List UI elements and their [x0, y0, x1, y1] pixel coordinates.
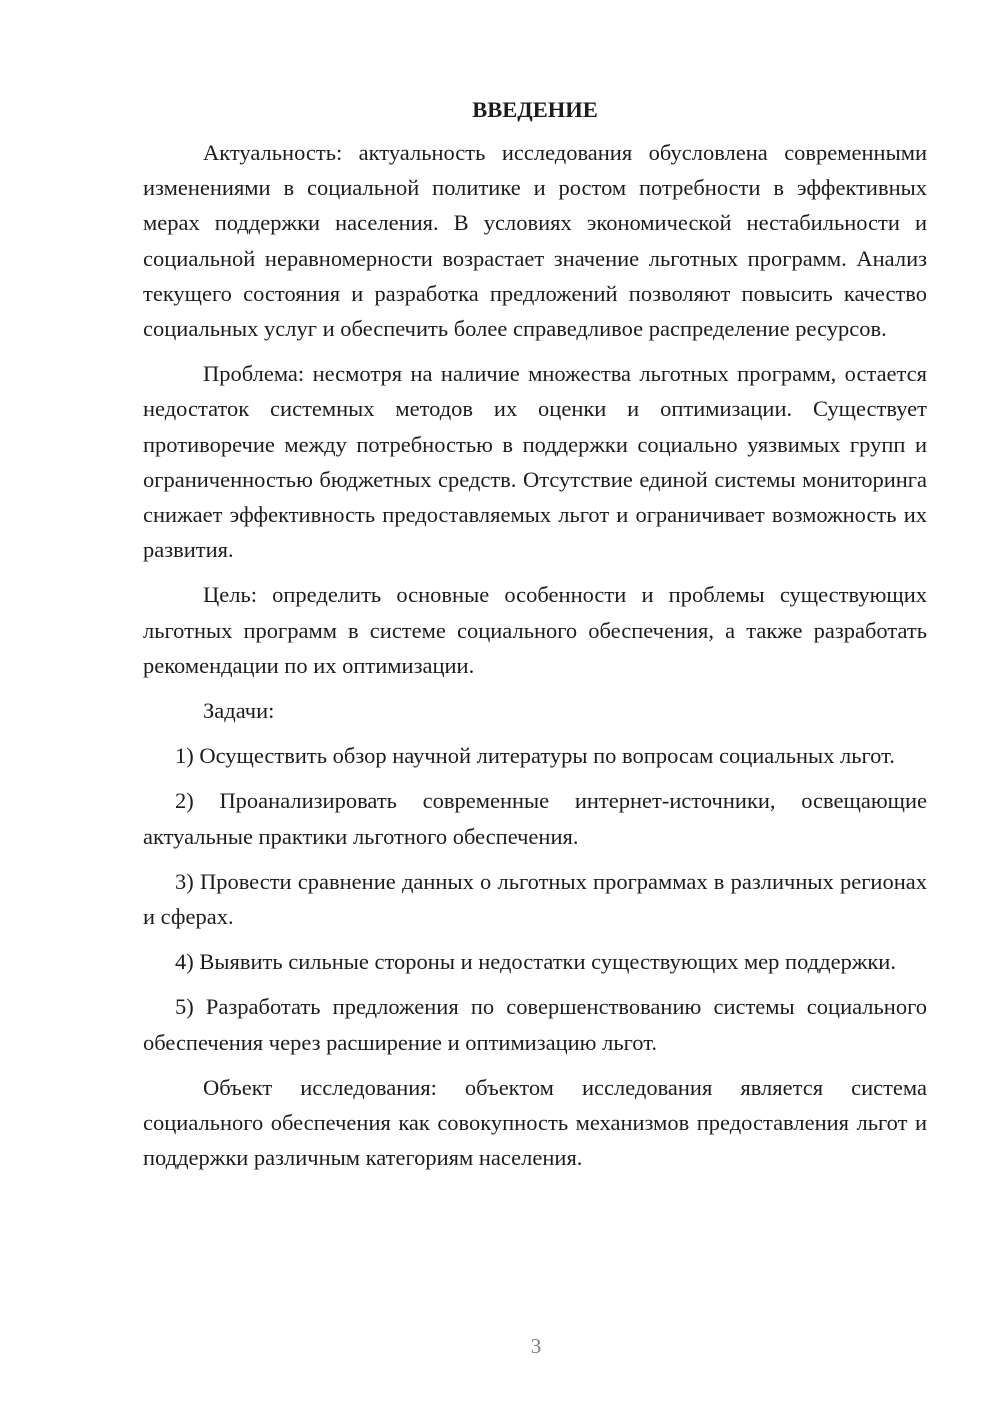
problem-paragraph: Проблема: несмотря на наличие множества льготных программ, остается недостаток системных методов их оценки и оптимизации. Существует противоречие между потребностью в поддержки социально уязвимых групп и ограниченностью бюджетных средств. Отсутствие единой системы мониторинга снижает эффективность предоставляемых льгот и ограничивает возможность их развития. [143, 361, 927, 563]
tasks-heading: Задачи: [203, 698, 275, 724]
goal-paragraph: Цель: определить основные особенности и проблемы существующих льготных программ в системе социального обеспечения, а также разработать рекомендации по их оптимизации. [143, 582, 927, 678]
object-paragraph: Объект исследования: объектом исследования является система социального обеспечения как совокупность механизмов предоставления льгот и поддержки различным категориям населения. [143, 1074, 927, 1171]
task-item: 4) Выявить сильные стороны и недостатки существующих мер поддержки. [175, 949, 896, 975]
task-item: 3) Провести сравнение данных о льготных программах в различных регионах и сферах. [143, 868, 927, 930]
task-item: 1) Осуществить обзор научной литературы по вопросам социальных льгот. [175, 743, 895, 769]
task-list [143, 738, 927, 1060]
document-page [143, 95, 927, 1185]
relevance-paragraph: Актуальность: актуальность исследования обусловлена современными изменениями в социальной политике и ростом потребности в эффективных мерах поддержки населения. В условиях экономической нестабильности и социальной неравномерности возрастает значение льготных программ. Анализ текущего состояния и разработка предложений позволяют повысить качество социальных услуг и обеспечить более справедливое распределение ресурсов. [143, 140, 927, 342]
task-item: 5) Разработать предложения по совершенствованию системы социального обеспечения через расширение и оптимизацию льгот. [143, 994, 927, 1055]
section-title: ВВЕДЕНИЕ [472, 97, 598, 122]
page-number: 3 [530, 1334, 542, 1358]
task-item: 2) Проанализировать современные интернет-источники, освещающие актуальные практики льготного обеспечения. [143, 788, 927, 849]
